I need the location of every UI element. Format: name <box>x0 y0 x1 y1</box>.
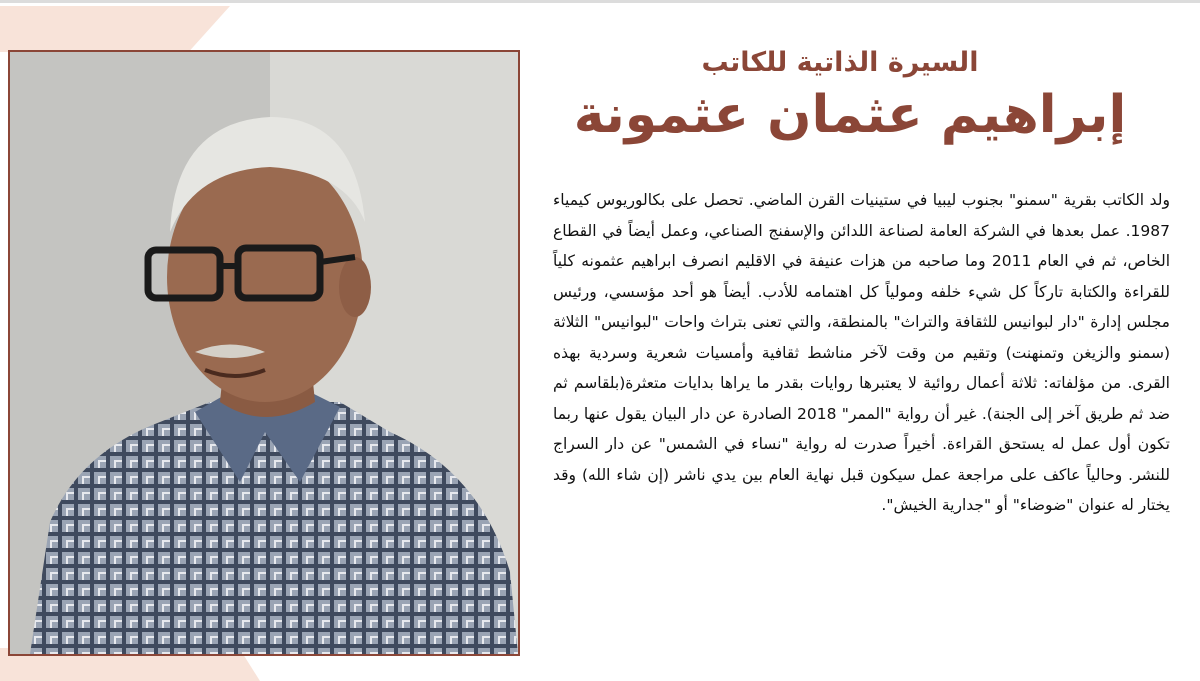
decorative-shape-top <box>0 6 230 52</box>
biography-paragraph: ولد الكاتب بقرية "سمنو" بجنوب ليبيا في ستينيات القرن الماضي. تحصل على بكالوريوس كيمياء 1987. عمل بعدها في الشركة العامة لصناعة اللدائن والإسفنج الصناعي، وعمل أيضاً في القطاع الخاص، ثم في العام 2011 وما صاحبه من هزات عنيفة في الاقليم انصرف ابراهيم عثمونه كلياً للقراءة والكتابة تاركاً كل شيء خلفه ومولياً كل اهتمامه للأدب. أيضاً هو أحد مؤسسي، ورئيس مجلس إدارة "دار لبوانيس للثقافة والتراث" بالمنطقة، والتي تعنى بتراث واحات "لبوانيس" الثلاثة (سمنو والزيغن وتمنهنت) وتقيم من وقت لآخر مناشط ثقافية وأمسيات شعرية وسردية بهذه القرى. من مؤلفاته: ثلاثة أعمال روائية لا يعتبرها روايات بقدر ما يراها بدايات متعثرة(بلقاسم ثم ضد ثم طريق آخر إلى الجنة). غير أن رواية "الممر" 2018 الصادرة عن دار البيان يقول عنها ربما تكون أول عمل له يستحق القراءة. أخيراً صدرت له رواية "نساء في الشمس" عن دار السراج للنشر. وحالياً عاكف على مراجعة عمل سيكون قبل نهاية العام بين يدي ناشر (إن شاء الله) وقد يختار له عنوان "ضوضاء" أو "جدارية الخيش". <box>553 191 1171 514</box>
bio-subtitle: السيرة الذاتية للكاتب <box>701 47 979 78</box>
author-name-title: إبراهيم عثمان عثمونة <box>573 85 1127 145</box>
author-photo <box>8 50 520 656</box>
